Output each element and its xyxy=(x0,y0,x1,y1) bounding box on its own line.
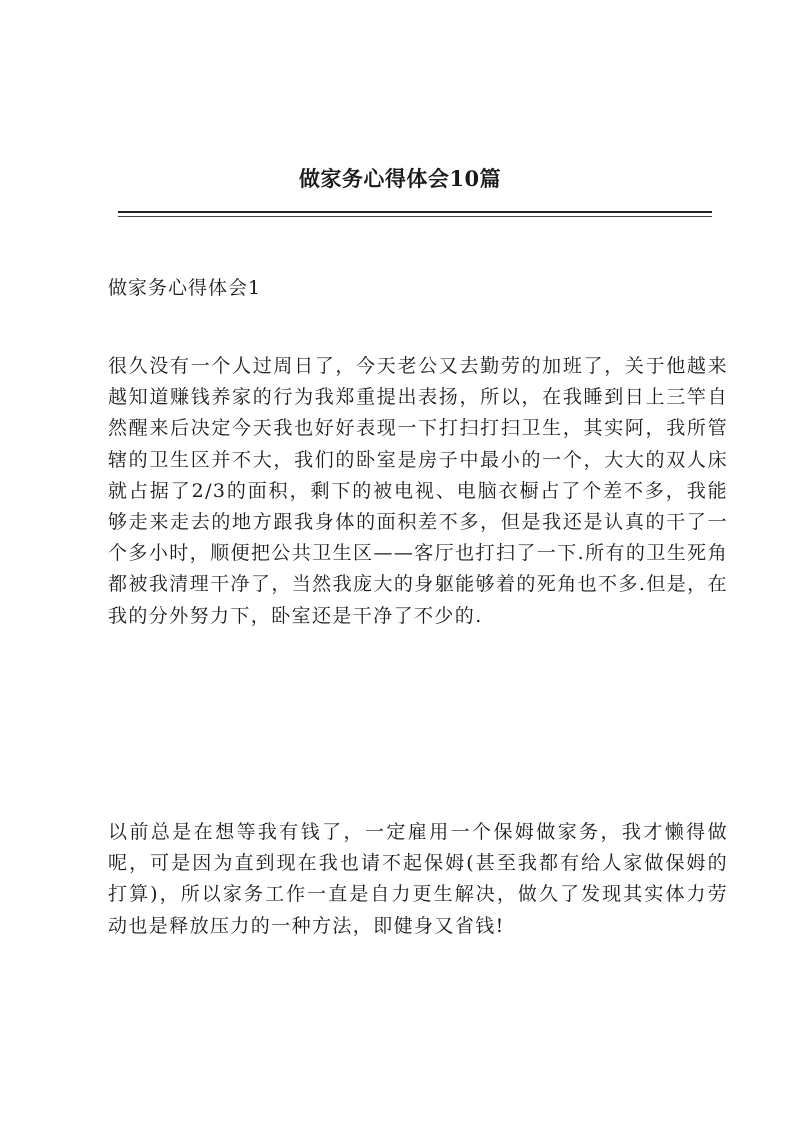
section-heading: 做家务心得体会1 xyxy=(108,277,262,299)
body-paragraph-1: 很久没有一个人过周日了，今天老公又去勤劳的加班了，关于他越来越知道赚钱养家的行为我郑重提出表扬，所以，在我睡到日上三竿自然醒来后决定今天我也好好表现一下打扫打扫卫生，其实阿，我所管辖的卫生区并不大，我们的卧室是房子中最小的一个，大大的双人床就占据了2/3的面积，剩下的被电视、电脑衣橱占了个差不多，我能够走来走去的地方跟我身体的面积差不多，但是我还是认真的干了一个多小时，顺便把公共卫生区——客厅也打扫了一下.所有的卫生死角都被我清理干净了，当然我庞大的身躯能够着的死角也不多.但是，在我的分外努力下，卧室还是干净了不少的. xyxy=(108,355,728,627)
body-paragraph-2: 以前总是在想等我有钱了，一定雇用一个保姆做家务，我才懒得做呢，可是因为直到现在我也请不起保姆(甚至我都有给人家做保姆的打算)，所以家务工作一直是自力更生解决，做久了发现其实体力劳动也是释放压力的一种方法，即健身又省钱! xyxy=(108,821,728,937)
title-divider-thick xyxy=(118,211,712,213)
document-title: 做家务心得体会10篇 xyxy=(298,166,502,191)
title-divider-thin xyxy=(118,216,712,217)
